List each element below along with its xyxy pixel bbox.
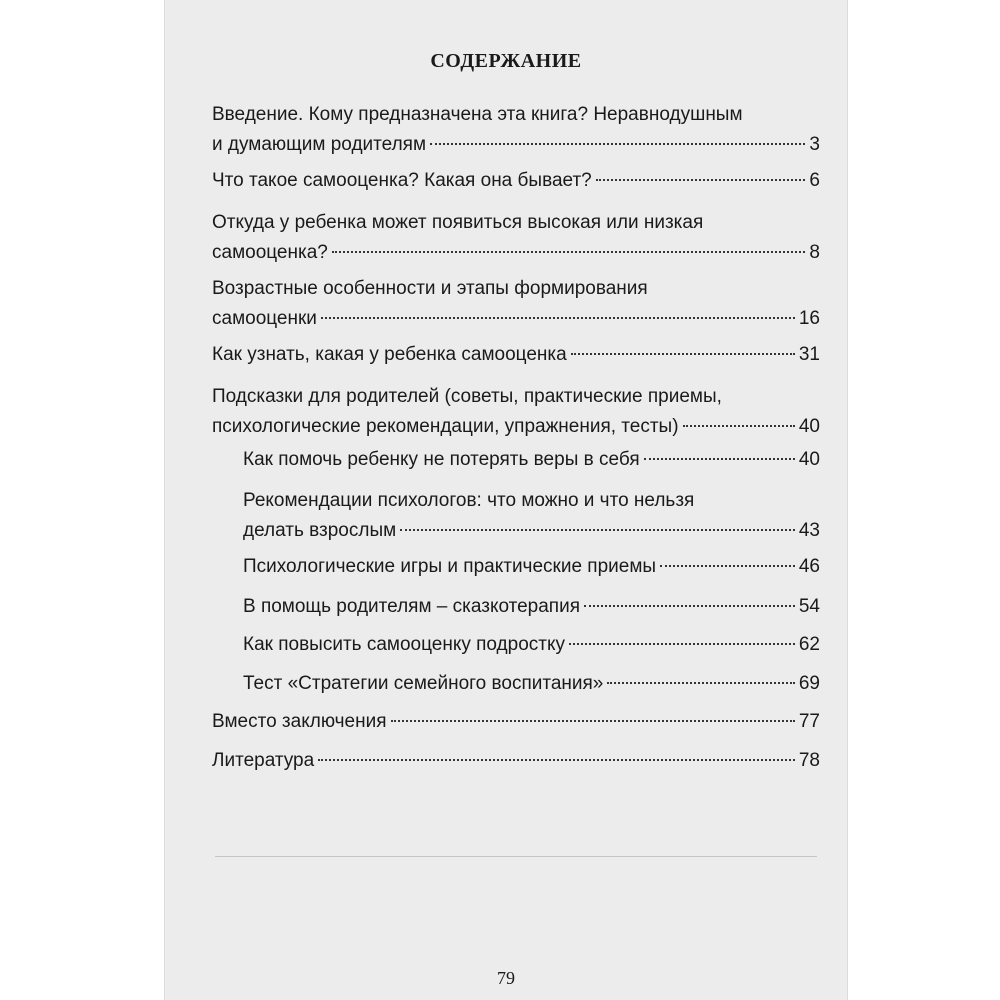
- toc-entry-title: Вместо заключения: [212, 711, 387, 732]
- toc-entry-literature: [212, 746, 820, 776]
- dot-leader: [400, 529, 795, 531]
- toc-entry-how-to-know: [212, 340, 820, 370]
- toc-subentry-teen-self-esteem: [243, 630, 820, 660]
- toc-entry-last-line: [243, 445, 820, 475]
- toc-entry-title-line1: Подсказки для родителей (советы, практические приемы,: [212, 386, 722, 407]
- toc-subentry-family-test: [243, 669, 820, 699]
- dot-leader: [607, 682, 794, 684]
- toc-entry-introduction: [212, 100, 820, 160]
- toc-page-number: 78: [798, 750, 820, 771]
- bleed-through-rule: [215, 856, 817, 857]
- toc-entry-conclusion: [212, 707, 820, 737]
- toc-entry-last-line: [243, 552, 820, 582]
- toc-entry-title-line1: Рекомендации психологов: что можно и что нельзя: [243, 490, 695, 511]
- toc-entry-what-is-self-esteem: [212, 166, 820, 196]
- toc-entry-title: Тест «Стратегии семейного воспитания»: [243, 673, 604, 694]
- dot-leader: [584, 605, 795, 607]
- toc-entry-title: Как узнать, какая у ребенка самооценка: [212, 344, 567, 365]
- toc-subentry-faith-in-self: [243, 445, 820, 475]
- dot-leader: [596, 179, 806, 181]
- dot-leader: [571, 353, 795, 355]
- toc-entry-title: Как помочь ребенку не потерять веры в себя: [243, 449, 640, 470]
- dot-leader: [318, 759, 795, 761]
- toc-entry-last-line: [212, 166, 820, 196]
- toc-entry-title-line2: самооценки: [212, 308, 317, 329]
- toc-entry-last-line: [212, 238, 820, 268]
- toc-page-number: 54: [798, 596, 820, 617]
- dot-leader: [683, 425, 795, 427]
- toc-subentry-psychologist-recommendations: [243, 486, 820, 546]
- toc-entry-title-line2: делать взрослым: [243, 520, 397, 541]
- toc-entry-last-line: [212, 340, 820, 370]
- toc-entry-title-line1: Введение. Кому предназначена эта книга? Неравнодушным: [212, 104, 743, 125]
- toc-entry-title: Что такое самооценка? Какая она бывает?: [212, 170, 592, 191]
- toc-entry-title-line1: Возрастные особенности и этапы формирования: [212, 278, 648, 299]
- toc-page-number: 69: [798, 673, 820, 694]
- book-page: [165, 0, 847, 1000]
- toc-subentry-games: [243, 552, 820, 582]
- dot-leader: [321, 317, 795, 319]
- toc-entry-title: Как повысить самооценку подростку: [243, 634, 566, 655]
- toc-entry-last-line: [243, 630, 820, 660]
- toc-entry-last-line: [243, 516, 820, 546]
- toc-entry-last-line: [212, 746, 820, 776]
- toc-page-number: 8: [809, 242, 820, 263]
- toc-entry-title-line2: самооценка?: [212, 242, 328, 263]
- toc-entry-last-line: [212, 707, 820, 737]
- toc-entry-last-line: [212, 412, 820, 442]
- toc-page-number: 40: [798, 449, 820, 470]
- toc-entry-last-line: [243, 669, 820, 699]
- dot-leader: [569, 643, 795, 645]
- toc-page-number: 3: [809, 134, 820, 155]
- toc-entry-title-line2: и думающим родителям: [212, 134, 427, 155]
- toc-subentry-fairytale-therapy: [243, 592, 820, 622]
- dot-leader: [332, 251, 806, 253]
- toc-entry-age-features: [212, 274, 820, 334]
- toc-entry-origins: [212, 208, 820, 268]
- toc-page-number: 43: [798, 520, 820, 541]
- dot-leader: [660, 565, 795, 567]
- toc-entry-last-line: [243, 592, 820, 622]
- toc-page-number: 62: [798, 634, 820, 655]
- toc-page-number: 16: [798, 308, 820, 329]
- toc-entry-title: Литература: [212, 750, 315, 771]
- toc-page-number: 40: [798, 416, 820, 437]
- toc-page-number: 6: [809, 170, 820, 191]
- toc-entry-title-line1: Откуда у ребенка может появиться высокая или низкая: [212, 212, 704, 233]
- toc-entry-tips-for-parents: [212, 382, 820, 442]
- toc-entry-title-line2: психологические рекомендации, упражнения, тесты): [212, 416, 679, 437]
- toc-entry-title: Психологические игры и практические приемы: [243, 556, 657, 577]
- dot-leader: [644, 458, 795, 460]
- page-number: 79: [497, 968, 515, 988]
- toc-page-number: 31: [798, 344, 820, 365]
- toc-page-number: 77: [798, 711, 820, 732]
- toc-entry-title: В помощь родителям – сказкотерапия: [243, 596, 580, 617]
- toc-entry-last-line: [212, 304, 820, 334]
- toc-page-number: 46: [798, 556, 820, 577]
- dot-leader: [391, 720, 795, 722]
- dot-leader: [430, 143, 805, 145]
- toc-entry-last-line: [212, 130, 820, 160]
- page-title: СОДЕРЖАНИЕ: [430, 50, 582, 72]
